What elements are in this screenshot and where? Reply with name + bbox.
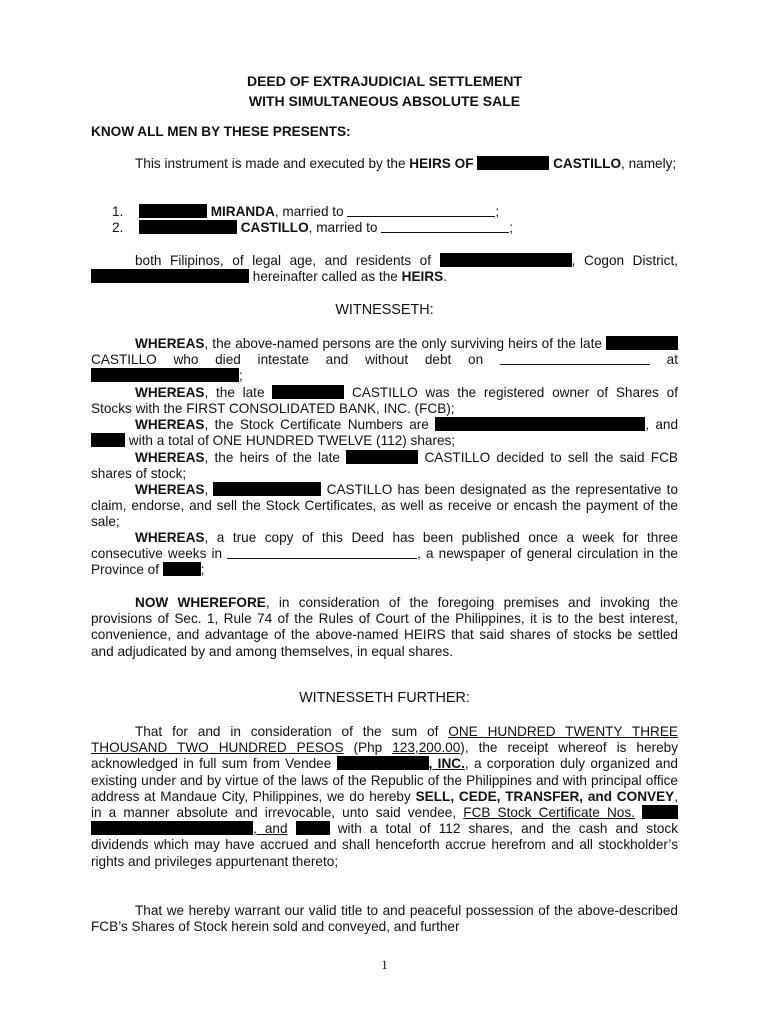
whereas-clause-3: WHEREAS, the Stock Certificate Numbers are , and with a total of ONE HUNDRED TWELVE (112) shares; [91, 417, 678, 449]
whereas-clause-4: WHEREAS, the heirs of the late CASTILLO decided to sell the said FCB shares of stock; [91, 450, 678, 482]
know-all-heading: KNOW ALL MEN BY THESE PRESENTS: [91, 124, 351, 139]
blank-line [381, 220, 509, 233]
redaction [139, 220, 237, 234]
blank-line [227, 546, 417, 559]
redaction [440, 253, 572, 267]
redaction [91, 368, 239, 382]
redaction [477, 156, 549, 170]
consideration-paragraph: That for and in consideration of the sum of ONE HUNDRED TWENTY THREE THOUSAND TWO HUNDRED PESOS (Php 123,200.00), the receipt whereof is hereby acknowledged in full sum from Vendee , INC., a corporation duly organized and existing under and by virtue of the laws of the Republic of the Philippines and with principal office address at Mandaue City, Philippines, we do hereby SELL, CEDE, TRANSFER, and CONVEY, in a manner absolute and irrevocable, unto said vendee, FCB Stock Certificate Nos. , and with a total of 112 shares, and the cash and stock dividends which may have accrued and shall henceforth accrue herefrom and all stockholder’s rights and privileges appurtenant thereto; [91, 724, 679, 869]
redaction [213, 482, 321, 496]
heir-list-item-2: 2. CASTILLO, married to ; [112, 220, 513, 235]
document-title-line1: DEED OF EXTRAJUDICIAL SETTLEMENT [246, 73, 523, 89]
now-wherefore-paragraph: NOW WHEREFORE, in consideration of the foregoing premises and invoking the provisions of Sec. 1, Rule 74 of the Rules of Court of the Philippines, it is to the best interest, convenience, and advantage of the above-named HEIRS that said shares of stocks be settled and adjudicated by and among themselves, in equal shares. [91, 595, 678, 659]
redaction [435, 417, 645, 431]
witnesseth-heading: WITNESSETH: [335, 302, 434, 318]
redaction [91, 821, 253, 835]
witnesseth-further-heading: WITNESSETH FURTHER: [299, 690, 470, 706]
redaction [346, 450, 418, 464]
whereas-clause-2: WHEREAS, the late CASTILLO was the registered owner of Shares of Stocks with the FIRST CONSOLIDATED BANK, INC. (FCB); [91, 385, 678, 417]
redaction [606, 336, 678, 350]
whereas-clause-1: WHEREAS, the above-named persons are the only surviving heirs of the late CASTILLO who died intestate and without debt on at ; [91, 336, 678, 384]
residents-paragraph: both Filipinos, of legal age, and residents of , Cogon District, hereinafter called as the HEIRS. [91, 253, 678, 285]
redaction [163, 562, 201, 576]
redaction [91, 433, 125, 447]
redaction [91, 269, 249, 283]
redaction [272, 385, 344, 399]
intro-paragraph: This instrument is made and executed by the HEIRS OF CASTILLO, namely; [135, 156, 677, 171]
blank-line [500, 352, 650, 365]
heir-list-item-1: 1. MIRANDA, married to ; [112, 204, 500, 219]
warranty-paragraph: That we hereby warrant our valid title to and peaceful possession of the above-described FCB’s Shares of Stock herein sold and conveyed, and further [91, 903, 678, 935]
blank-line [347, 204, 495, 217]
document-title-line2: WITH SIMULTANEOUS ABSOLUTE SALE [248, 93, 521, 109]
redaction [296, 821, 330, 835]
redaction [337, 756, 429, 770]
redaction [139, 204, 207, 218]
whereas-clause-5: WHEREAS, CASTILLO has been designated as the representative to claim, endorse, and sell the Stock Certificates, as well as receive or encash the payment of the sale; [91, 482, 679, 530]
whereas-clause-6: WHEREAS, a true copy of this Deed has been published once a week for three consecutive weeks in , a newspaper of general circulation in the Province of ; [91, 530, 678, 578]
page-number: 1 [381, 957, 388, 972]
redaction [642, 805, 678, 819]
